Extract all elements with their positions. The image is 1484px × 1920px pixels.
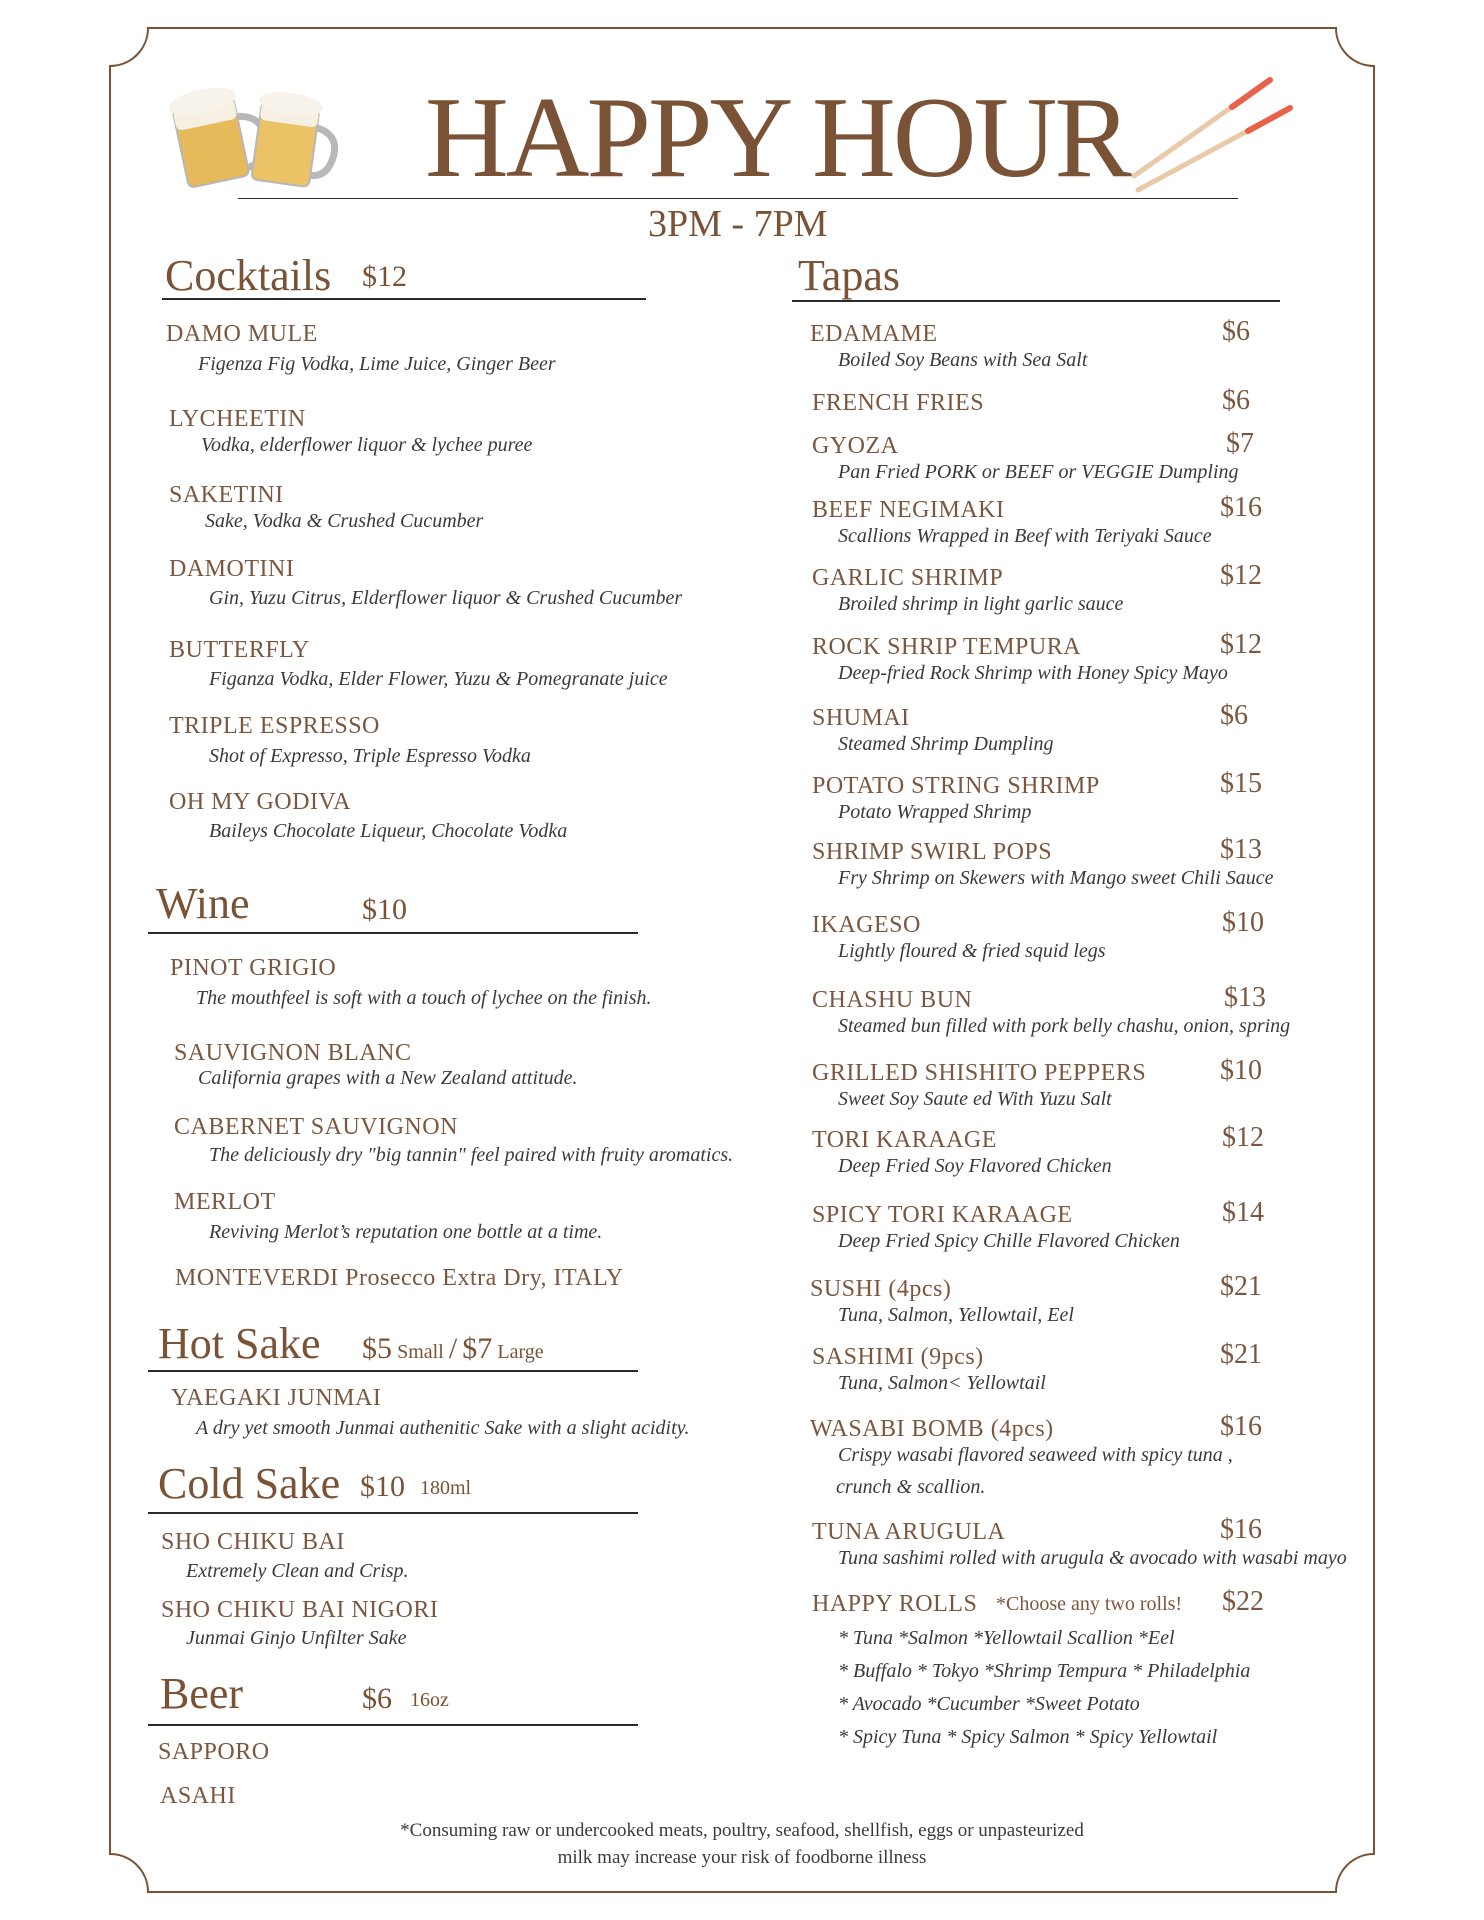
menu-item-price: $10 (1222, 907, 1264, 938)
menu-item-name: BEEF NEGIMAKI (812, 497, 1005, 523)
menu-item-name: TUNA ARUGULA (812, 1519, 1006, 1545)
menu-item-name: WASABI BOMB (4pcs) (810, 1416, 1054, 1442)
menu-item-name: SUSHI (4pcs) (810, 1276, 952, 1302)
menu-item-description: A dry yet smooth Junmai authenitic Sake with a slight acidity. (196, 1417, 690, 1439)
menu-item-price: $12 (1222, 1122, 1264, 1153)
menu-item-description-continued: crunch & scallion. (836, 1476, 986, 1498)
menu-item-description: Steamed Shrimp Dumpling (838, 733, 1054, 755)
section-price-beer: $6 (362, 1682, 392, 1715)
menu-item-name: LYCHEETIN (169, 406, 306, 432)
menu-item-name: SHUMAI (812, 705, 910, 731)
hours: 3PM - 7PM (648, 203, 828, 245)
menu-item-name: SAKETINI (169, 482, 284, 508)
beer-mugs-icon (158, 72, 348, 197)
menu-item-description: Gin, Yuzu Citrus, Elderflower liquor & Crushed Cucumber (209, 587, 683, 609)
menu-item-name: MERLOT (174, 1189, 276, 1215)
menu-item-description: Deep Fried Soy Flavored Chicken (838, 1155, 1112, 1177)
menu-item-name: DAMOTINI (169, 556, 295, 582)
menu-item-description: Lightly floured & fried squid legs (838, 940, 1106, 962)
menu-item-description: Crispy wasabi flavored seaweed with spicy tuna , (838, 1444, 1233, 1466)
menu-item-price: $10 (1220, 1055, 1262, 1086)
chopsticks-icon (1130, 72, 1330, 202)
hot-sake-large-label: Large (497, 1341, 544, 1363)
menu-item-description: Figanza Vodka, Elder Flower, Yuzu & Pomegranate juice (209, 668, 668, 690)
happy-rolls-option-line: * Tuna *Salmon *Yellowtail Scallion *Eel (838, 1627, 1175, 1649)
title-rule (238, 198, 1238, 199)
menu-item-name: SAUVIGNON BLANC (174, 1040, 412, 1066)
menu-item-name: GYOZA (812, 433, 899, 459)
menu-item-name: SASHIMI (9pcs) (812, 1344, 984, 1370)
section-size-beer: 16oz (410, 1689, 449, 1711)
menu-item-price: $13 (1220, 834, 1262, 865)
footer-line-1: *Consuming raw or undercooked meats, poultry, seafood, shellfish, eggs or unpasteurized (400, 1820, 1084, 1841)
menu-item-description: Fry Shrimp on Skewers with Mango sweet Chili Sauce (838, 867, 1274, 889)
menu-item-price: $16 (1220, 492, 1262, 523)
menu-item-name: OH MY GODIVA (169, 789, 352, 815)
menu-item-description: Deep-fried Rock Shrimp with Honey Spicy Mayo (838, 662, 1228, 684)
menu-item-price: $7 (1226, 428, 1254, 459)
menu-item-description: Shot of Expresso, Triple Espresso Vodka (209, 745, 531, 767)
menu-item-name: GRILLED SHISHITO PEPPERS (812, 1060, 1147, 1086)
menu-item-price: $6 (1220, 700, 1248, 731)
section-rule-tapas (792, 300, 1280, 302)
menu-item-name: DAMO MULE (166, 321, 318, 347)
menu-item-name: IKAGESO (812, 912, 921, 938)
menu-item-name: TRIPLE ESPRESSO (169, 713, 380, 739)
menu-item-description: Sake, Vodka & Crushed Cucumber (205, 510, 484, 532)
section-size-cold-sake: 180ml (420, 1477, 472, 1499)
section-rule-cold-sake (148, 1512, 638, 1514)
menu-item-price: $6 (1222, 385, 1250, 416)
section-title-cocktails: Cocktails (165, 251, 332, 300)
menu-item-name: SHRIMP SWIRL POPS (812, 839, 1053, 865)
hot-sake-pricing (362, 1334, 544, 1364)
menu-item-price: $13 (1224, 982, 1266, 1013)
menu-item-price: $14 (1222, 1197, 1264, 1228)
menu-item-description: Pan Fried PORK or BEEF or VEGGIE Dumpling (838, 461, 1239, 483)
menu-item-name: SHO CHIKU BAI (161, 1529, 345, 1555)
menu-item-description: Tuna sashimi rolled with arugula & avocado with wasabi mayo (838, 1547, 1347, 1569)
section-rule-cocktails (162, 298, 646, 300)
menu-item-name: TORI KARAAGE (812, 1127, 997, 1153)
menu-item-name: GARLIC SHRIMP (812, 565, 1004, 591)
section-title-hot-sake: Hot Sake (158, 1319, 321, 1368)
happy-rolls-note: *Choose any two rolls! (996, 1593, 1183, 1615)
menu-item-description: Steamed bun filled with pork belly chashu, onion, spring (838, 1015, 1291, 1037)
menu-item-name: ASAHI (160, 1783, 236, 1809)
happy-rolls-name: HAPPY ROLLS (812, 1591, 978, 1617)
menu-item-description: Tuna, Salmon< Yellowtail (838, 1372, 1046, 1394)
hot-sake-small-price: $5 (362, 1332, 392, 1365)
section-title-cold-sake: Cold Sake (158, 1459, 341, 1508)
menu-item-name: YAEGAKI JUNMAI (171, 1385, 382, 1411)
happy-rolls-option-line: * Spicy Tuna * Spicy Salmon * Spicy Yellowtail (838, 1726, 1218, 1748)
section-title-beer: Beer (160, 1669, 244, 1718)
menu-item-description: Vodka, elderflower liquor & lychee puree (201, 434, 533, 456)
menu-item-name: EDAMAME (810, 321, 938, 347)
menu-item-price: $12 (1220, 560, 1262, 591)
happy-rolls-option-line: * Avocado *Cucumber *Sweet Potato (838, 1693, 1140, 1715)
menu-item-price: $16 (1220, 1514, 1262, 1545)
menu-item-description: Baileys Chocolate Liqueur, Chocolate Vodka (209, 820, 568, 842)
hot-sake-large-price: $7 (462, 1332, 493, 1365)
menu-item-description: Reviving Merlot’s reputation one bottle at a time. (209, 1221, 603, 1243)
menu-item-name: POTATO STRING SHRIMP (812, 773, 1100, 799)
menu-item-price: $6 (1222, 316, 1250, 347)
menu-item-name: PINOT GRIGIO (170, 955, 337, 981)
footer-disclaimer (0, 1818, 1484, 1871)
menu-item-description: The mouthfeel is soft with a touch of lychee on the finish. (196, 987, 652, 1009)
section-rule-hot-sake (148, 1370, 638, 1372)
happy-rolls-price: $22 (1222, 1586, 1264, 1617)
menu-item-description: California grapes with a New Zealand attitude. (198, 1067, 578, 1089)
menu-item-description: Broiled shrimp in light garlic sauce (838, 593, 1124, 615)
section-price-cold-sake: $10 (360, 1470, 405, 1503)
hot-sake-small-label: Small (397, 1341, 444, 1363)
menu-item-name: ROCK SHRIP TEMPURA (812, 634, 1082, 660)
menu-item-name: SPICY TORI KARAAGE (812, 1202, 1073, 1228)
menu-item-name: SHO CHIKU BAI NIGORI (161, 1597, 439, 1623)
menu-item-description: Sweet Soy Saute ed With Yuzu Salt (838, 1088, 1112, 1110)
menu-item-price: $21 (1220, 1339, 1262, 1370)
section-rule-wine (148, 932, 638, 934)
happy-rolls-option-line: * Buffalo * Tokyo *Shrimp Tempura * Philadelphia (838, 1660, 1251, 1682)
menu-item-description: Extremely Clean and Crisp. (186, 1560, 409, 1582)
menu-item-price: $15 (1220, 768, 1262, 799)
menu-item-name: MONTEVERDI Prosecco Extra Dry, ITALY (175, 1265, 624, 1291)
section-title-tapas: Tapas (798, 251, 900, 300)
section-rule-beer (148, 1724, 638, 1726)
menu-item-description: Scallions Wrapped in Beef with Teriyaki Sauce (838, 525, 1212, 547)
hot-sake-separator: / (448, 1332, 458, 1365)
menu-item-description: Boiled Soy Beans with Sea Salt (838, 349, 1088, 371)
menu-item-name: CHASHU BUN (812, 987, 973, 1013)
menu-item-name: SAPPORO (158, 1739, 270, 1765)
menu-item-price: $12 (1220, 629, 1262, 660)
page-title: HAPPY HOUR (425, 74, 1129, 202)
menu-item-name: CABERNET SAUVIGNON (174, 1114, 458, 1140)
menu-item-description: The deliciously dry "big tannin" feel paired with fruity aromatics. (209, 1144, 734, 1166)
menu-item-price: $16 (1220, 1411, 1262, 1442)
menu-item-name: BUTTERFLY (169, 637, 310, 663)
menu-item-description: Potato Wrapped Shrimp (838, 801, 1032, 823)
menu-item-description: Deep Fried Spicy Chille Flavored Chicken (838, 1230, 1180, 1252)
menu-item-description: Junmai Ginjo Unfilter Sake (186, 1627, 407, 1649)
menu-item-name: FRENCH FRIES (812, 390, 985, 416)
menu-item-description: Figenza Fig Vodka, Lime Juice, Ginger Beer (198, 353, 556, 375)
footer-line-2: milk may increase your risk of foodborne illness (557, 1846, 927, 1868)
section-price-cocktails: $12 (362, 260, 407, 293)
menu-item-description: Tuna, Salmon, Yellowtail, Eel (838, 1304, 1074, 1326)
menu-item-price: $21 (1220, 1271, 1262, 1302)
section-title-wine: Wine (156, 879, 250, 928)
section-price-wine: $10 (362, 893, 407, 926)
